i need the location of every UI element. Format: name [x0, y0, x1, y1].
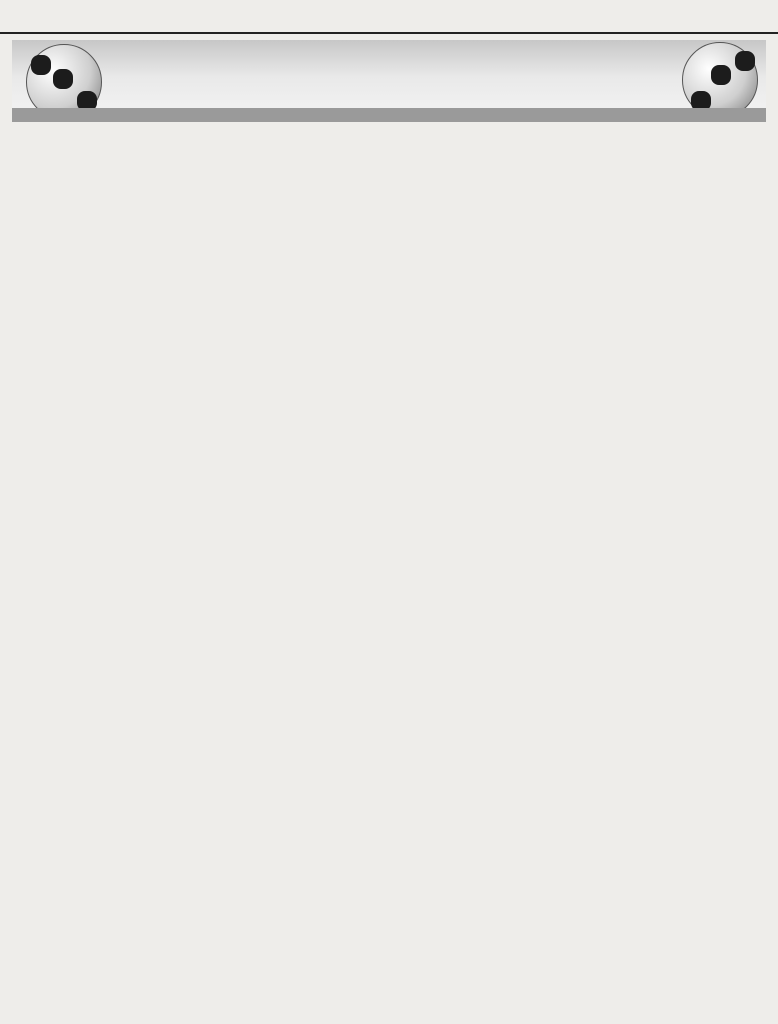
page-header: [0, 0, 778, 34]
section-banner: [12, 40, 766, 122]
grass-strip: [12, 108, 766, 122]
soccer-ball-icon: [682, 42, 758, 118]
